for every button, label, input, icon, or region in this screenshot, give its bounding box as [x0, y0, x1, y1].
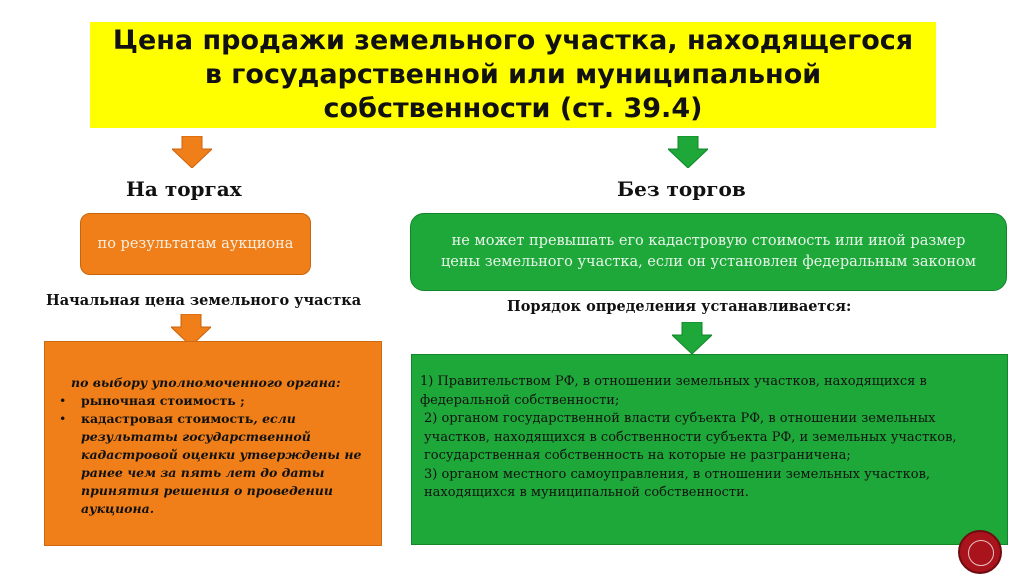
starting-price-list: [57, 392, 369, 518]
procedure-item: 2) органом государственной власти субъекта РФ, в отношении земельных участков, находящихся в собственности субъекта РФ, и земельных участков, государственная собственность на которые не разграничена;: [424, 411, 957, 463]
down-arrow-icon: [172, 136, 212, 168]
right-heading: Без торгов: [617, 177, 746, 201]
list-item: • кадастровая стоимость, если результаты государственной кадастровой оценки утверждены не ранее чем за пять лет до даты принятия решения о проведении аукциона.: [71, 410, 369, 518]
cadastral-limit-text: не может превышать его кадастровую стоимость или иной размер цены земельного участка, если он установлен федеральным законом: [440, 233, 977, 270]
starting-price-box: [44, 341, 382, 546]
procedure-item: 1) Правительством РФ, в отношении земельных участков, находящихся в федеральной собственности;: [420, 374, 927, 408]
left-subheading: Начальная цена земельного участка: [46, 292, 362, 309]
left-heading: На торгах: [126, 177, 242, 201]
title-banner: [90, 22, 936, 128]
auction-result-box: [80, 213, 311, 275]
down-arrow-icon: [672, 322, 712, 354]
page-title: Цена продажи земельного участка, находящегося в государственной или муниципальной собственности (ст. 39.4): [112, 25, 914, 124]
starting-price-lead: по выбору уполномоченного органа:: [71, 375, 341, 390]
emblem-icon: [958, 530, 1002, 574]
procedure-item: 3) органом местного самоуправления, в отношении земельных участков, находящихся в муниципальной собственности.: [424, 466, 931, 500]
procedure-box: [411, 354, 1008, 545]
auction-result-text: по результатам аукциона: [97, 235, 294, 252]
down-arrow-icon: [668, 136, 708, 168]
right-subheading: Порядок определения устанавливается:: [507, 298, 852, 315]
cadastral-limit-box: [410, 213, 1007, 291]
list-item: • рыночная стоимость ;: [71, 392, 369, 410]
